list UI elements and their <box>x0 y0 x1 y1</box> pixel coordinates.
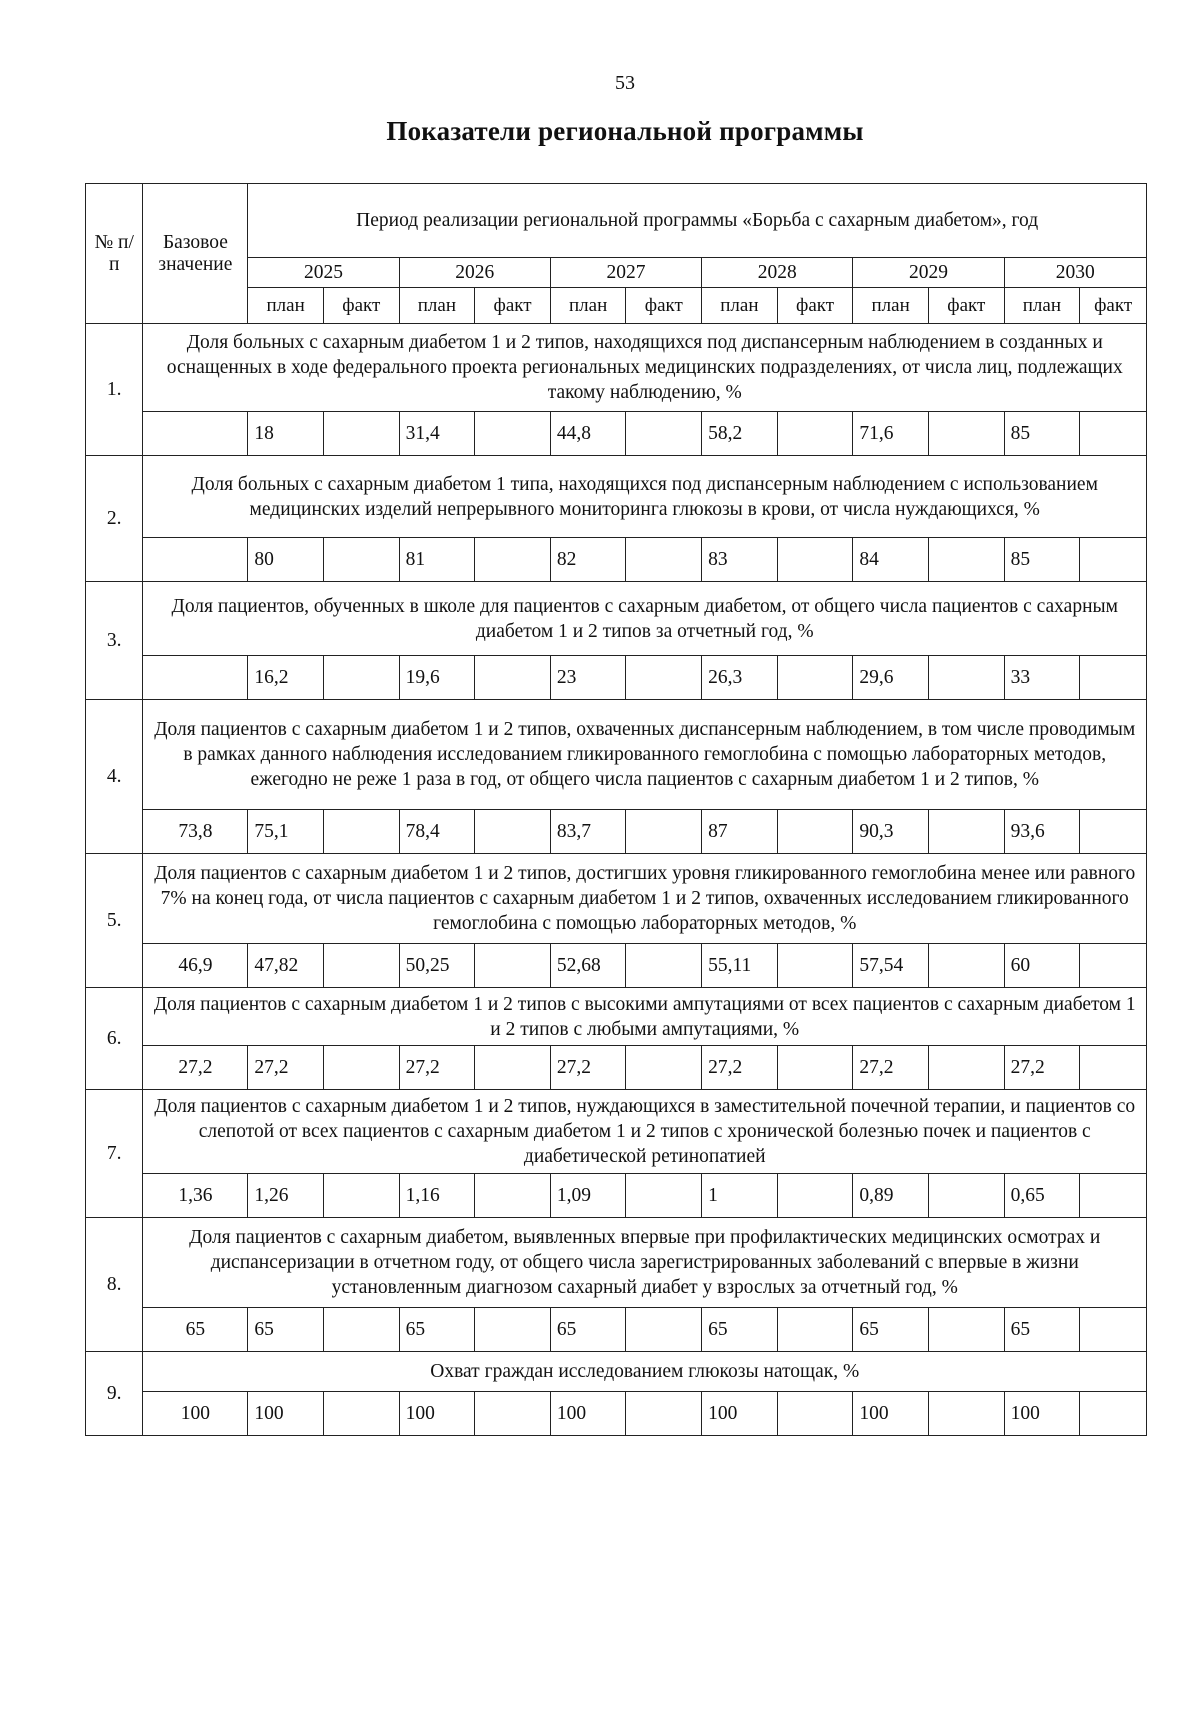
fact-value-cell <box>626 538 702 582</box>
indicator-values-row <box>86 538 1147 582</box>
plan-value-cell: 84 <box>853 538 929 582</box>
header-fact-2029: факт <box>928 288 1004 324</box>
header-plan-2026: план <box>399 288 475 324</box>
header-year-2030: 2030 <box>1004 258 1146 288</box>
fact-value-cell <box>1080 538 1147 582</box>
indicator-description: Доля пациентов с сахарным диабетом 1 и 2 типов, нуждающихся в заместительной почечной терапии, и пациентов со слепотой от всех пациентов с сахарным диабетом 1 и 2 типов с хронической болезнью почек и пациентов с диабетической ретинопатией <box>143 1090 1147 1174</box>
plan-value-cell: 1,26 <box>248 1174 324 1218</box>
fact-value-cell <box>475 656 551 700</box>
base-value-cell: 65 <box>143 1308 248 1352</box>
header-year-2027: 2027 <box>550 258 701 288</box>
fact-value-cell <box>1080 944 1147 988</box>
plan-value-cell: 47,82 <box>248 944 324 988</box>
indicator-description: Доля пациентов, обученных в школе для пациентов с сахарным диабетом, от общего числа пациентов с сахарным диабетом 1 и 2 типов за отчетный год, % <box>143 582 1147 656</box>
header-plan-2025: план <box>248 288 324 324</box>
plan-value-cell: 33 <box>1004 656 1080 700</box>
indicator-description: Доля пациентов с сахарным диабетом, выявленных впервые при профилактических медицинских осмотрах и диспансеризации в отчетном году, от общего числа зарегистрированных заболеваний с впервые в жизни установленным диагнозом сахарный диабет у взрослых за отчетный год, % <box>143 1218 1147 1308</box>
fact-value-cell <box>928 656 1004 700</box>
plan-value-cell: 27,2 <box>702 1046 778 1090</box>
header-fact-2027: факт <box>626 288 702 324</box>
plan-value-cell: 83 <box>702 538 778 582</box>
plan-value-cell: 85 <box>1004 412 1080 456</box>
row-number: 2. <box>86 456 143 582</box>
header-base-value: Базовое значение <box>143 184 248 324</box>
plan-value-cell: 18 <box>248 412 324 456</box>
header-period: Период реализации региональной программы «Борьба с сахарным диабетом», год <box>248 184 1147 258</box>
indicators-table <box>85 183 1147 1436</box>
plan-value-cell: 0,65 <box>1004 1174 1080 1218</box>
base-value-cell <box>143 656 248 700</box>
fact-value-cell <box>928 412 1004 456</box>
header-fact-2026: факт <box>475 288 551 324</box>
plan-value-cell: 65 <box>248 1308 324 1352</box>
header-plan-2029: план <box>853 288 929 324</box>
indicator-description-row <box>86 1090 1147 1174</box>
plan-value-cell: 87 <box>702 810 778 854</box>
fact-value-cell <box>928 1392 1004 1436</box>
fact-value-cell <box>626 1174 702 1218</box>
fact-value-cell <box>777 944 853 988</box>
plan-value-cell: 81 <box>399 538 475 582</box>
indicator-values-row <box>86 1392 1147 1436</box>
plan-value-cell: 31,4 <box>399 412 475 456</box>
indicator-description-row <box>86 582 1147 656</box>
plan-value-cell: 90,3 <box>853 810 929 854</box>
plan-value-cell: 65 <box>550 1308 626 1352</box>
plan-value-cell: 100 <box>853 1392 929 1436</box>
plan-value-cell: 26,3 <box>702 656 778 700</box>
fact-value-cell <box>1080 810 1147 854</box>
plan-value-cell: 80 <box>248 538 324 582</box>
fact-value-cell <box>1080 412 1147 456</box>
fact-value-cell <box>323 1046 399 1090</box>
indicator-description: Охват граждан исследованием глюкозы натощак, % <box>143 1352 1147 1392</box>
plan-value-cell: 93,6 <box>1004 810 1080 854</box>
row-number: 9. <box>86 1352 143 1436</box>
row-number: 6. <box>86 988 143 1090</box>
plan-value-cell: 83,7 <box>550 810 626 854</box>
fact-value-cell <box>928 810 1004 854</box>
fact-value-cell <box>626 1308 702 1352</box>
plan-value-cell: 65 <box>702 1308 778 1352</box>
fact-value-cell <box>475 944 551 988</box>
fact-value-cell <box>777 656 853 700</box>
base-value-cell: 100 <box>143 1392 248 1436</box>
header-number: № п/п <box>86 184 143 324</box>
indicator-description-row <box>86 324 1147 412</box>
plan-value-cell: 100 <box>550 1392 626 1436</box>
plan-value-cell: 0,89 <box>853 1174 929 1218</box>
fact-value-cell <box>475 1046 551 1090</box>
plan-value-cell: 1,09 <box>550 1174 626 1218</box>
plan-value-cell: 50,25 <box>399 944 475 988</box>
indicator-values-row <box>86 412 1147 456</box>
plan-value-cell: 85 <box>1004 538 1080 582</box>
fact-value-cell <box>323 1308 399 1352</box>
plan-value-cell: 16,2 <box>248 656 324 700</box>
plan-value-cell: 27,2 <box>853 1046 929 1090</box>
fact-value-cell <box>323 810 399 854</box>
indicator-description: Доля больных с сахарным диабетом 1 и 2 типов, находящихся под диспансерным наблюдением в созданных и оснащенных в ходе федерального проекта региональных медицинских подразделениях, от числа лиц, подлежащих такому наблюдению, % <box>143 324 1147 412</box>
fact-value-cell <box>323 1174 399 1218</box>
header-fact-2030: факт <box>1080 288 1147 324</box>
indicator-description-row <box>86 988 1147 1046</box>
plan-value-cell: 55,11 <box>702 944 778 988</box>
indicator-values-row <box>86 1308 1147 1352</box>
plan-value-cell: 100 <box>248 1392 324 1436</box>
header-plan-2030: план <box>1004 288 1080 324</box>
plan-value-cell: 100 <box>1004 1392 1080 1436</box>
plan-value-cell: 71,6 <box>853 412 929 456</box>
fact-value-cell <box>928 944 1004 988</box>
plan-value-cell: 78,4 <box>399 810 475 854</box>
indicator-description-row <box>86 854 1147 944</box>
fact-value-cell <box>626 412 702 456</box>
fact-value-cell <box>777 810 853 854</box>
header-plan-2027: план <box>550 288 626 324</box>
plan-value-cell: 100 <box>399 1392 475 1436</box>
indicator-description: Доля пациентов с сахарным диабетом 1 и 2 типов, охваченных диспансерным наблюдением, в том числе проводимым в рамках данного наблюдения исследованием гликированного гемоглобина с помощью лабораторных методов, ежегодно не реже 1 раза в год, от общего числа пациентов с сахарным диабетом 1 и 2 типов, % <box>143 700 1147 810</box>
indicator-description-row <box>86 1218 1147 1308</box>
fact-value-cell <box>1080 1392 1147 1436</box>
indicator-values-row <box>86 656 1147 700</box>
row-number: 5. <box>86 854 143 988</box>
base-value-cell: 46,9 <box>143 944 248 988</box>
fact-value-cell <box>777 1046 853 1090</box>
fact-value-cell <box>777 412 853 456</box>
fact-value-cell <box>323 944 399 988</box>
plan-value-cell: 44,8 <box>550 412 626 456</box>
plan-value-cell: 52,68 <box>550 944 626 988</box>
plan-value-cell: 58,2 <box>702 412 778 456</box>
plan-value-cell: 60 <box>1004 944 1080 988</box>
fact-value-cell <box>475 1174 551 1218</box>
header-year-2025: 2025 <box>248 258 399 288</box>
fact-value-cell <box>1080 1046 1147 1090</box>
plan-value-cell: 23 <box>550 656 626 700</box>
indicator-values-row <box>86 944 1147 988</box>
fact-value-cell <box>475 412 551 456</box>
fact-value-cell <box>323 656 399 700</box>
plan-value-cell: 1,16 <box>399 1174 475 1218</box>
plan-value-cell: 65 <box>853 1308 929 1352</box>
plan-value-cell: 29,6 <box>853 656 929 700</box>
plan-value-cell: 27,2 <box>248 1046 324 1090</box>
fact-value-cell <box>475 1392 551 1436</box>
fact-value-cell <box>928 1046 1004 1090</box>
base-value-cell: 27,2 <box>143 1046 248 1090</box>
fact-value-cell <box>626 944 702 988</box>
plan-value-cell: 82 <box>550 538 626 582</box>
row-number: 1. <box>86 324 143 456</box>
fact-value-cell <box>1080 1174 1147 1218</box>
plan-value-cell: 27,2 <box>550 1046 626 1090</box>
fact-value-cell <box>475 538 551 582</box>
indicator-values-row <box>86 1046 1147 1090</box>
fact-value-cell <box>626 810 702 854</box>
fact-value-cell <box>626 656 702 700</box>
fact-value-cell <box>777 1308 853 1352</box>
base-value-cell: 1,36 <box>143 1174 248 1218</box>
fact-value-cell <box>928 1308 1004 1352</box>
fact-value-cell <box>777 1174 853 1218</box>
indicator-description-row <box>86 1352 1147 1392</box>
fact-value-cell <box>777 1392 853 1436</box>
header-fact-2025: факт <box>323 288 399 324</box>
fact-value-cell <box>475 1308 551 1352</box>
indicator-description: Доля пациентов с сахарным диабетом 1 и 2 типов, достигших уровня гликированного гемоглобина менее или равного 7% на конец года, от числа пациентов с сахарным диабетом 1 и 2 типов, охваченных исследованием гликированного гемоглобина с помощью лабораторных методов, % <box>143 854 1147 944</box>
plan-value-cell: 65 <box>399 1308 475 1352</box>
plan-value-cell: 27,2 <box>1004 1046 1080 1090</box>
fact-value-cell <box>626 1046 702 1090</box>
base-value-cell <box>143 538 248 582</box>
fact-value-cell <box>928 538 1004 582</box>
fact-value-cell <box>323 1392 399 1436</box>
header-year-2026: 2026 <box>399 258 550 288</box>
fact-value-cell <box>323 538 399 582</box>
indicator-values-row <box>86 1174 1147 1218</box>
plan-value-cell: 100 <box>702 1392 778 1436</box>
header-plan-2028: план <box>702 288 778 324</box>
header-year-2028: 2028 <box>702 258 853 288</box>
row-number: 3. <box>86 582 143 700</box>
plan-value-cell: 1 <box>702 1174 778 1218</box>
fact-value-cell <box>1080 656 1147 700</box>
fact-value-cell <box>928 1174 1004 1218</box>
plan-value-cell: 19,6 <box>399 656 475 700</box>
indicator-description: Доля пациентов с сахарным диабетом 1 и 2 типов с высокими ампутациями от всех пациентов с сахарным диабетом 1 и 2 типов с любыми ампутациями, % <box>143 988 1147 1046</box>
indicator-values-row <box>86 810 1147 854</box>
fact-value-cell <box>626 1392 702 1436</box>
page-number: 53 <box>615 72 635 94</box>
header-fact-2028: факт <box>777 288 853 324</box>
plan-value-cell: 27,2 <box>399 1046 475 1090</box>
plan-value-cell: 57,54 <box>853 944 929 988</box>
fact-value-cell <box>323 412 399 456</box>
indicator-description: Доля больных с сахарным диабетом 1 типа, находящихся под диспансерным наблюдением с использованием медицинских изделий непрерывного мониторинга глюкозы в крови, от числа нуждающихся, % <box>143 456 1147 538</box>
row-number: 4. <box>86 700 143 854</box>
row-number: 8. <box>86 1218 143 1352</box>
fact-value-cell <box>1080 1308 1147 1352</box>
page-title: Показатели региональной программы <box>386 116 864 146</box>
header-year-2029: 2029 <box>853 258 1004 288</box>
fact-value-cell <box>475 810 551 854</box>
indicator-description-row <box>86 456 1147 538</box>
fact-value-cell <box>777 538 853 582</box>
plan-value-cell: 65 <box>1004 1308 1080 1352</box>
plan-value-cell: 75,1 <box>248 810 324 854</box>
base-value-cell <box>143 412 248 456</box>
indicator-description-row <box>86 700 1147 810</box>
base-value-cell: 73,8 <box>143 810 248 854</box>
row-number: 7. <box>86 1090 143 1218</box>
